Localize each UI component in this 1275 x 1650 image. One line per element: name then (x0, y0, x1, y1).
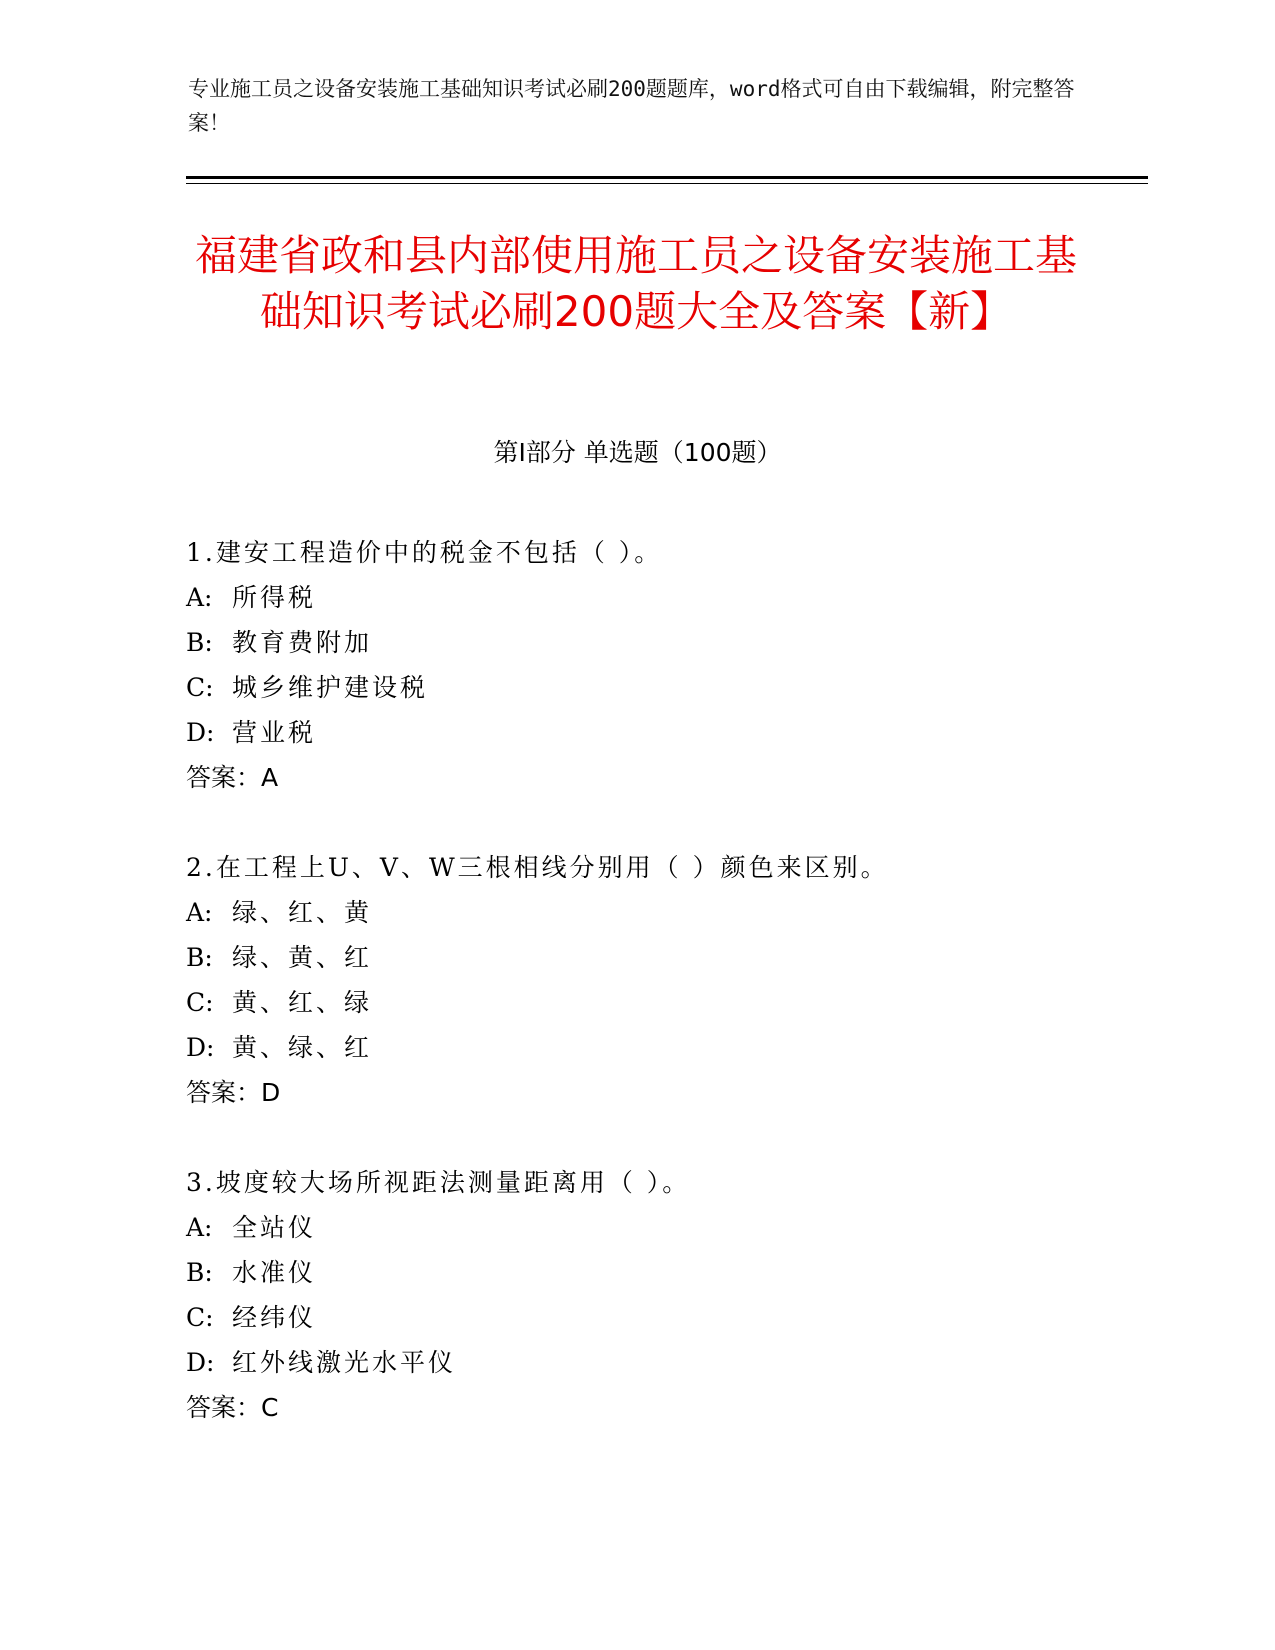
option-d (186, 1340, 1146, 1385)
option-text: 全站仪 (232, 1213, 317, 1242)
option-d (186, 710, 1146, 755)
answer-line: 答案：C (186, 1393, 279, 1422)
option-d (186, 1025, 1146, 1070)
option-text: 所得税 (232, 583, 317, 612)
question-stem: 2.在工程上U、V、W三根相线分别用（ ）颜色来区别。 (186, 853, 889, 882)
option-text: 绿、黄、红 (232, 943, 373, 972)
option-key: B: (186, 943, 213, 972)
header-divider-thick (186, 176, 1148, 179)
option-key: B: (186, 628, 213, 657)
option-key: A: (186, 583, 213, 612)
option-a (186, 575, 1146, 620)
header-note: 专业施工员之设备安装施工基础知识考试必刷200题题库，word格式可自由下载编辑，附完整答案！ (188, 77, 1075, 135)
option-key: A: (186, 898, 213, 927)
option-b (186, 935, 1146, 980)
option-text: 黄、红、绿 (232, 988, 373, 1017)
question-stem: 3.坡度较大场所视距法测量距离用（ ）。 (186, 1168, 691, 1197)
option-c (186, 1295, 1146, 1340)
answer-line: 答案：D (186, 1078, 281, 1107)
option-text: 绿、红、黄 (232, 898, 373, 927)
option-c (186, 665, 1146, 710)
question-3 (186, 1160, 1146, 1430)
option-b (186, 620, 1146, 665)
header-divider-thin (186, 183, 1148, 184)
option-c (186, 980, 1146, 1025)
option-key: C: (186, 1303, 214, 1332)
option-key: C: (186, 988, 214, 1017)
option-text: 经纬仪 (232, 1303, 317, 1332)
option-text: 教育费附加 (232, 628, 373, 657)
question-list (186, 530, 1146, 1475)
question-stem: 1.建安工程造价中的税金不包括（ ）。 (186, 538, 663, 567)
option-key: D: (186, 1348, 215, 1377)
question-1 (186, 530, 1146, 800)
option-a (186, 890, 1146, 935)
section-heading: 第Ⅰ部分 单选题（100题） (493, 438, 782, 467)
document-title: 福建省政和县内部使用施工员之设备安装施工基础知识考试必刷200题大全及答案【新】 (194, 231, 1077, 336)
option-text: 红外线激光水平仪 (232, 1348, 457, 1377)
option-a (186, 1205, 1146, 1250)
option-key: B: (186, 1258, 213, 1287)
option-text: 城乡维护建设税 (232, 673, 429, 702)
option-key: D: (186, 1033, 215, 1062)
option-text: 水准仪 (232, 1258, 317, 1287)
option-key: C: (186, 673, 214, 702)
question-2 (186, 845, 1146, 1115)
answer-line: 答案：A (186, 763, 279, 792)
option-key: A: (186, 1213, 213, 1242)
option-text: 黄、绿、红 (232, 1033, 373, 1062)
option-key: D: (186, 718, 215, 747)
option-text: 营业税 (232, 718, 317, 747)
option-b (186, 1250, 1146, 1295)
